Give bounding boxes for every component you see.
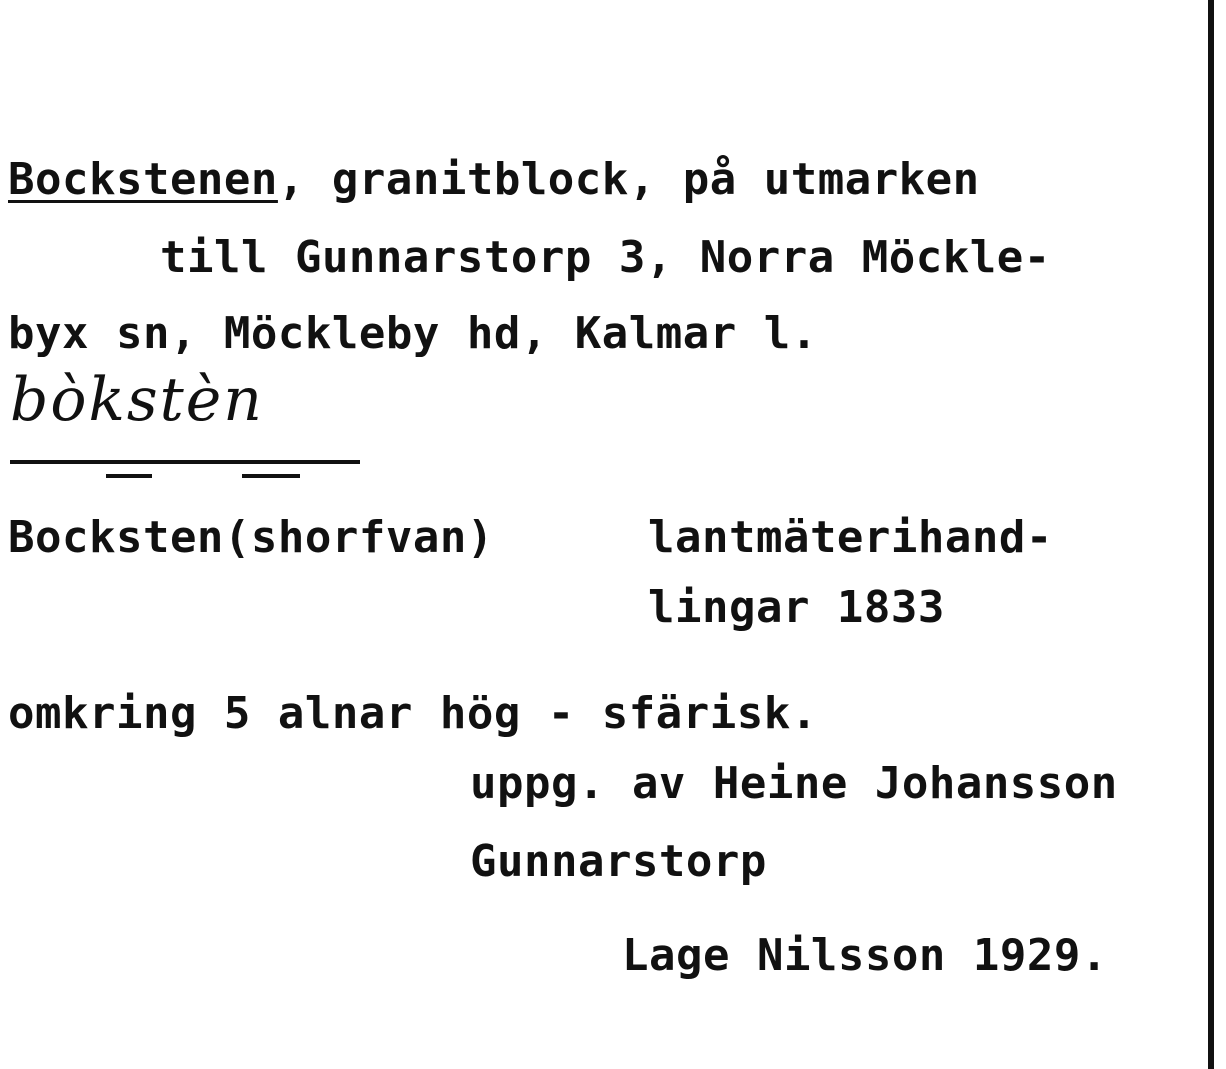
recorder: Lage Nilsson 1929. (622, 930, 1108, 981)
variant-source-line-2: lingar 1833 (648, 582, 945, 633)
variant-source-line-1: lantmäterihand- (648, 512, 1053, 563)
card-edge-rule (1208, 0, 1214, 1069)
variant-form: Bocksten(shorfvan) (8, 512, 494, 563)
handwritten-pronunciation (10, 365, 264, 435)
pronunciation-underline (10, 460, 360, 464)
informant-line-1: uppg. av Heine Johansson (470, 758, 1118, 809)
entry-line-1 (8, 154, 980, 205)
length-mark-2 (242, 474, 300, 478)
entry-line-3: byx sn, Möckleby hd, Kalmar l. (8, 308, 818, 359)
informant-line-2: Gunnarstorp (470, 836, 767, 887)
entry-description: , granitblock, på utmarken (277, 154, 980, 205)
place-name: Bockstenen (8, 154, 278, 205)
pronunciation-text: bòkstèn (10, 365, 264, 435)
entry-line-2: till Gunnarstorp 3, Norra Möckle- (160, 232, 1051, 283)
object-description: omkring 5 alnar hög - sfärisk. (8, 688, 818, 739)
length-mark-1 (106, 474, 152, 478)
